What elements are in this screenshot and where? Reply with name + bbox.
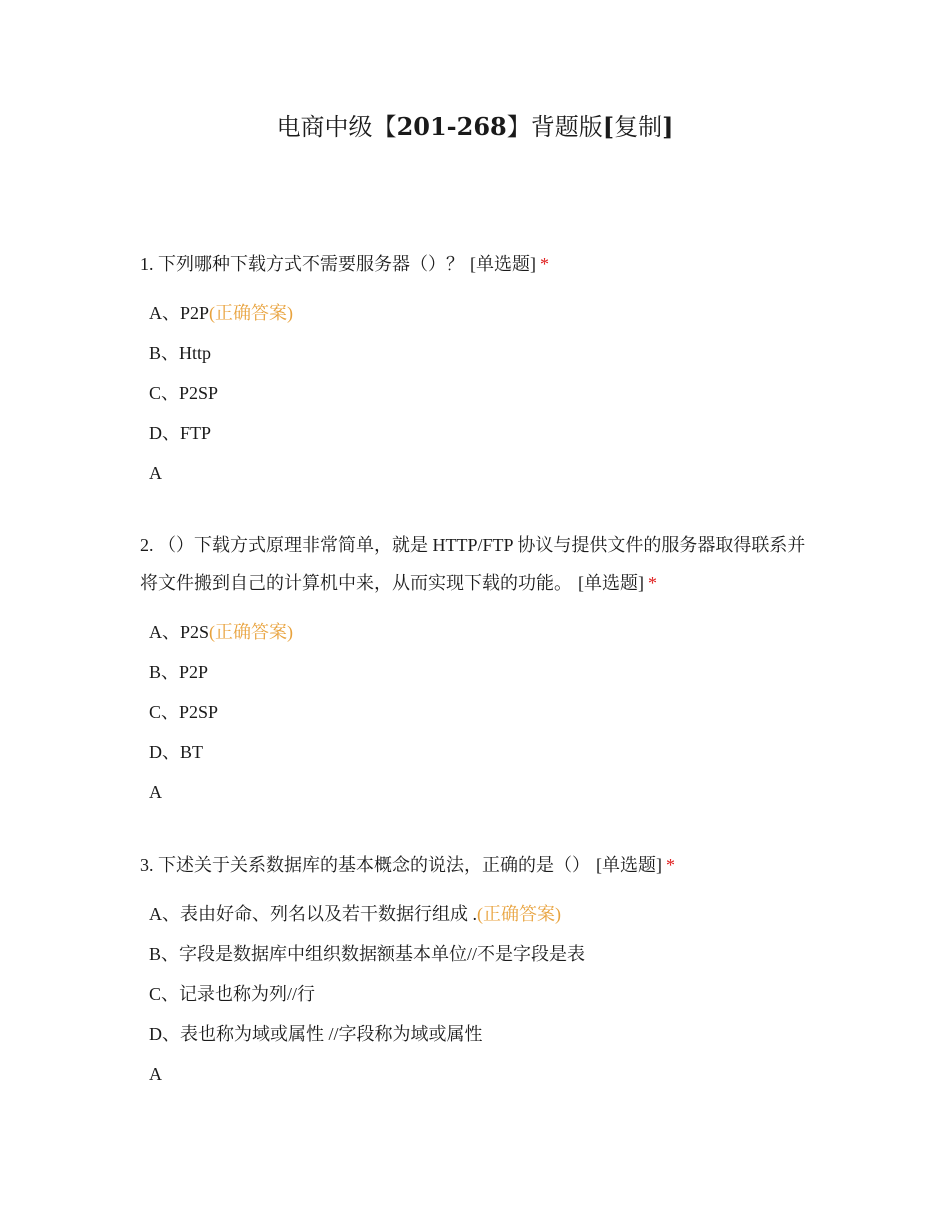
title-copy: 复制 bbox=[614, 113, 663, 141]
question-stem bbox=[140, 245, 820, 283]
page-title bbox=[0, 110, 950, 144]
option-label: C、记录也称为列//行 bbox=[149, 984, 316, 1004]
answer-value: A bbox=[149, 1064, 162, 1084]
question-type: [单选题] bbox=[470, 254, 536, 274]
title-mid: 】背题版 bbox=[506, 113, 603, 141]
option-label: C、P2SP bbox=[149, 383, 219, 403]
question-type: [单选题] bbox=[578, 573, 644, 593]
question-stem bbox=[140, 846, 820, 884]
option-c[interactable] bbox=[149, 974, 820, 1014]
title-bracket-open: [ bbox=[602, 112, 615, 141]
option-label: A、P2S bbox=[149, 622, 210, 642]
correct-answer-tag: (正确答案) bbox=[209, 303, 294, 323]
required-marker: * bbox=[648, 573, 657, 593]
title-range: 201-268 bbox=[396, 112, 507, 141]
option-d[interactable] bbox=[149, 1014, 820, 1054]
option-label: A、P2P bbox=[149, 303, 210, 323]
option-list bbox=[140, 293, 820, 453]
option-list bbox=[140, 894, 820, 1054]
option-list bbox=[140, 612, 820, 772]
option-label: A、表由好命、列名以及若干数据行组成 . bbox=[149, 904, 477, 924]
option-b[interactable] bbox=[149, 333, 820, 373]
correct-answer-tag: (正确答案) bbox=[209, 622, 294, 642]
option-label: D、BT bbox=[149, 742, 203, 762]
title-bracket-close: ] bbox=[662, 112, 674, 141]
question-type: [单选题] bbox=[596, 855, 662, 875]
answer-value: A bbox=[149, 463, 162, 483]
option-label: B、Http bbox=[149, 343, 212, 363]
option-a[interactable] bbox=[149, 894, 820, 934]
option-label: D、FTP bbox=[149, 423, 212, 443]
question-stem bbox=[140, 526, 820, 602]
answer-value: A bbox=[149, 782, 162, 802]
option-a[interactable] bbox=[149, 612, 820, 652]
title-prefix: 电商中级【 bbox=[276, 113, 397, 141]
question-3 bbox=[140, 846, 820, 1094]
correct-answer-tag: (正确答案) bbox=[477, 904, 561, 924]
required-marker: * bbox=[666, 855, 675, 875]
required-marker: * bbox=[540, 254, 549, 274]
option-d[interactable] bbox=[149, 732, 820, 772]
option-label: D、表也称为域或属性 //字段称为域或属性 bbox=[149, 1024, 483, 1044]
option-label: B、P2P bbox=[149, 662, 209, 682]
option-a[interactable] bbox=[149, 293, 820, 333]
option-label: C、P2SP bbox=[149, 702, 219, 722]
option-label: B、字段是数据库中组织数据额基本单位//不是字段是表 bbox=[149, 944, 586, 964]
option-c[interactable] bbox=[149, 373, 820, 413]
option-c[interactable] bbox=[149, 692, 820, 732]
option-d[interactable] bbox=[149, 413, 820, 453]
question-2 bbox=[140, 526, 820, 812]
option-b[interactable] bbox=[149, 652, 820, 692]
question-1 bbox=[140, 245, 820, 493]
question-text: 3. 下述关于关系数据库的基本概念的说法，正确的是（） bbox=[140, 855, 590, 875]
option-b[interactable] bbox=[149, 934, 820, 974]
question-text: 2. （）下载方式原理非常简单，就是 HTTP/FTP 协议与提供文件的服务器取得联系并将文件搬到自己的计算机中来，从而实现下载的功能。 bbox=[140, 535, 806, 593]
question-text: 1. 下列哪种下载方式不需要服务器（）？ bbox=[140, 254, 464, 274]
